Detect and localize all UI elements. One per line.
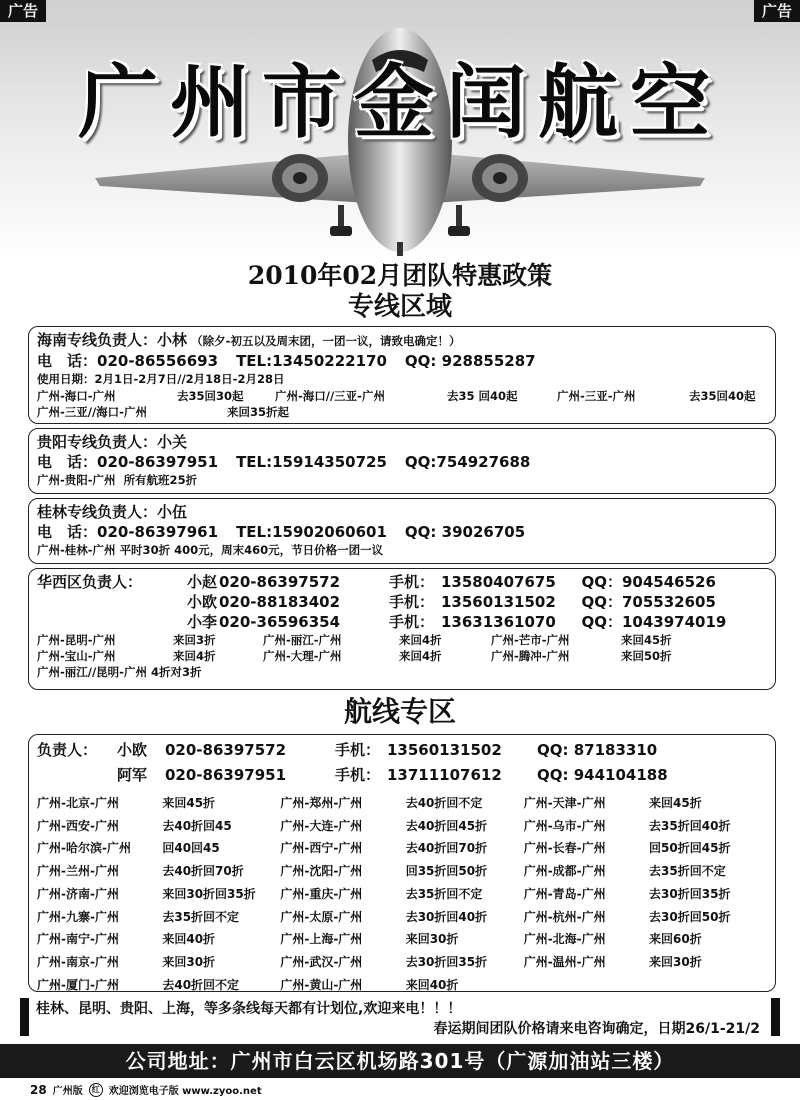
guiyang-head-name: 小关: [157, 433, 188, 451]
zone-contact-name: 阿军: [117, 766, 148, 784]
route-price: 来回60折: [649, 932, 702, 947]
zone-contact-name: 小欧: [117, 741, 148, 759]
zone-contact-mobile-label: 手机：: [335, 741, 381, 759]
route-price: [649, 974, 767, 997]
route-name: 广州-厦门-广州: [37, 977, 119, 992]
guiyang-head-label: 贵阳专线负责人：: [37, 433, 158, 451]
route-name: 广州-哈尔滨-广州: [37, 841, 131, 856]
route-price: 去30折回40折: [405, 909, 488, 924]
route-price: 去35折回40折: [649, 818, 731, 833]
guiyang-phone: 020-86397951: [97, 453, 219, 471]
notice-line-1: 桂林、昆明、贵阳、上海，等多条线每天都有计划位,欢迎来电！！！: [36, 1001, 462, 1017]
zone-head-label: 负责人：: [37, 741, 98, 759]
route-price: 去40折回70折: [405, 841, 488, 856]
route-price: 去35折回不定: [649, 864, 726, 879]
route-price: 来回30折: [162, 954, 216, 969]
route-price: 来回45折: [162, 796, 216, 810]
bracket-right: [771, 998, 780, 1036]
route-name: 广州-武汉-广州: [280, 954, 363, 969]
ad-tag-right: 广告: [754, 0, 800, 22]
route-name: 广州-西安-广州: [37, 818, 119, 833]
hainan-box: [28, 326, 776, 424]
west-price: 来回4折: [399, 649, 442, 663]
west-contact-phone: 020-88183402: [219, 593, 341, 611]
west-contact-phone: 020-36596354: [219, 613, 341, 631]
west-route: 广州-腾冲-广州: [491, 649, 570, 663]
hainan-note: （除夕-初五以及周末团，一团一议，请致电确定！）: [191, 334, 461, 348]
route-price: 去40折回70折: [162, 864, 244, 879]
route-name: 广州-青岛-广州: [523, 886, 606, 901]
route-name: 广州-南京-广州: [37, 954, 119, 969]
west-route: 广州-丽江-广州: [263, 633, 342, 647]
west-price: 来回50折: [621, 649, 672, 663]
hainan-price-1: 去35回30起: [177, 389, 244, 403]
hainan-price-4: 来回35折起: [227, 405, 290, 419]
route-name: 广州-北京-广州: [37, 796, 119, 810]
table-row: [37, 951, 767, 974]
table-row: [37, 928, 767, 951]
route-name: 广州-天津-广州: [523, 796, 606, 810]
routes-zone-box: [28, 734, 776, 992]
route-price: 来回30折: [649, 954, 702, 969]
route-price: 来回30折回35折: [162, 886, 256, 901]
west-contact-qq: QQ：705532605: [581, 593, 716, 611]
table-row: [37, 837, 767, 860]
guilin-head-name: 小伍: [157, 503, 188, 521]
hainan-head-label: 海南专线负责人：: [37, 331, 158, 349]
guilin-head-label: 桂林专线负责人：: [37, 503, 158, 521]
zone-contact-mobile-label: 手机：: [335, 766, 381, 784]
west-price: 来回4折: [399, 633, 442, 647]
west-contact-qq: QQ：904546526: [581, 573, 716, 591]
route-name: 广州-济南-广州: [37, 886, 119, 901]
route-name: 广州-成都-广州: [523, 864, 606, 879]
guiyang-box: [28, 428, 776, 494]
west-price: 来回3折: [173, 633, 216, 647]
west-box: [28, 568, 776, 690]
table-row: [37, 792, 767, 815]
route-name: 广州-九寨-广州: [37, 909, 119, 924]
main-title: 广州市金闰航空: [78, 56, 722, 149]
west-contact-name: 小赵: [187, 573, 218, 591]
west-contact-phone: 020-86397572: [219, 573, 341, 591]
route-price: 来回40折: [162, 932, 216, 947]
guilin-box: [28, 498, 776, 564]
guilin-phone: 020-86397961: [97, 523, 219, 541]
ad-tag-left: 广告: [0, 0, 46, 22]
west-contact-mobile: 13580407675: [441, 573, 556, 591]
route-name: 广州-西宁-广州: [280, 841, 363, 856]
hainan-route-2: 广州-海口//三亚-广州: [275, 389, 385, 403]
route-name: 广州-杭州-广州: [523, 909, 606, 924]
hainan-head-name: 小林: [157, 331, 188, 349]
page-footer: [30, 1082, 262, 1097]
zone-contact-qq: QQ: 944104188: [537, 766, 668, 784]
west-route-row: [37, 648, 767, 664]
route-name: 广州-大连-广州: [280, 818, 363, 833]
hainan-phone-label: 电 话：: [37, 352, 98, 370]
route-name: 广州-兰州-广州: [37, 864, 119, 879]
logo-icon: 红: [89, 1083, 103, 1097]
route-name: [524, 974, 649, 997]
table-row: [37, 974, 767, 997]
route-name: 广州-南宁-广州: [37, 932, 119, 947]
west-contact-mobile: 13631361070: [441, 613, 556, 631]
table-row: [37, 815, 767, 838]
edition-label: 广州版: [52, 1086, 83, 1097]
notice-banner: [20, 996, 780, 1040]
bracket-left: [20, 998, 29, 1036]
table-row: [37, 906, 767, 929]
guiyang-qq: QQ:754927688: [404, 453, 531, 471]
guiyang-phone-label: 电 话：: [37, 453, 98, 471]
route-price: 去40折回45: [162, 818, 232, 833]
west-contact-mobile-label: 手机：: [389, 613, 435, 631]
route-price: 去35折回不定: [405, 886, 483, 901]
west-head-label: 华西区负责人：: [37, 573, 143, 591]
guilin-qq: QQ: 39026705: [404, 523, 526, 541]
guilin-route: 广州-桂林-广州: [37, 543, 116, 557]
west-route: 广州-昆明-广州: [37, 633, 116, 647]
route-name: 广州-上海-广州: [280, 932, 363, 947]
west-price: 来回45折: [621, 633, 672, 647]
footer-text: 欢迎浏览电子版 www.zyoo.net: [108, 1086, 262, 1097]
hainan-dates: 使用日期：2月1日-2月7日//2月18日-2月28日: [37, 372, 285, 386]
page-number: 28: [30, 1082, 47, 1097]
section-title: 专线区域: [347, 292, 452, 322]
route-name: 广州-北海-广州: [523, 932, 606, 947]
zone-contact-phone: 020-86397572: [165, 741, 287, 759]
west-price: 来回4折: [173, 649, 216, 663]
guiyang-route-note: 所有航班25折: [123, 473, 198, 487]
route-name: 广州-温州-广州: [523, 954, 606, 969]
route-price: 回40回45: [162, 841, 220, 856]
route-price: 去30折回35折: [649, 886, 731, 901]
hainan-route-1: 广州-海口-广州: [37, 389, 116, 403]
west-contact-name: 小李: [187, 613, 218, 631]
route-price: 去35折回不定: [162, 909, 240, 924]
table-row: [37, 883, 767, 906]
hainan-phone: 020-86556693: [97, 352, 219, 370]
west-contact-mobile-label: 手机：: [389, 573, 435, 591]
route-price: 去30折回50折: [649, 909, 731, 924]
route-name: 广州-郑州-广州: [280, 796, 363, 810]
route-table: [37, 792, 767, 996]
guilin-tel: TEL:15902060601: [236, 523, 387, 541]
route-price: 去40折回45折: [405, 818, 488, 833]
route-price: 来回40折: [405, 977, 459, 992]
west-last-route: 广州-丽江//昆明-广州 4折对3折: [37, 665, 202, 679]
hainan-price-2: 去35 回40起: [447, 389, 518, 403]
hainan-route-3: 广州-三亚-广州: [557, 389, 636, 403]
route-price: 回35折回50折: [405, 864, 488, 879]
west-contact-mobile: 13560131502: [441, 593, 556, 611]
zone-title: 航线专区: [343, 695, 456, 728]
zone-contact-qq: QQ: 87183310: [537, 741, 658, 759]
west-contact-qq: QQ：1043974019: [581, 613, 727, 631]
route-price: 去40折回不定: [162, 977, 240, 992]
west-route: 广州-大理-广州: [263, 649, 342, 663]
guiyang-route: 广州-贵阳-广州: [37, 473, 116, 487]
notice-line-2: 春运期间团队价格请来电咨询确定，日期26/1-21/2: [433, 1021, 760, 1037]
route-name: 广州-黄山-广州: [280, 977, 363, 992]
west-route-row: [37, 632, 767, 648]
route-price: 回50折回45折: [649, 841, 731, 856]
address-bar: 公司地址：广州市白云区机场路301号（广源加油站三楼）: [0, 1044, 800, 1078]
hainan-price-3: 去35回40起: [689, 389, 756, 403]
hainan-tel: TEL:13450222170: [236, 352, 387, 370]
guilin-phone-label: 电 话：: [37, 523, 98, 541]
hainan-qq: QQ: 928855287: [404, 352, 536, 370]
policy-title: 2010年02月团队特惠政策: [247, 261, 553, 290]
route-name: 广州-太原-广州: [280, 909, 363, 924]
zone-contact-phone: 020-86397951: [165, 766, 287, 784]
route-price: 来回45折: [649, 796, 702, 810]
route-price: 去40折回不定: [405, 796, 483, 810]
west-route: 广州-芒市-广州: [491, 633, 570, 647]
zone-contact-mobile: 13560131502: [387, 741, 502, 759]
west-route: 广州-宝山-广州: [37, 649, 116, 663]
hainan-route-4: 广州-三亚//海口-广州: [37, 405, 147, 419]
west-contact-mobile-label: 手机：: [389, 593, 435, 611]
route-name: 广州-乌市-广州: [523, 818, 606, 833]
hero-banner: [0, 0, 800, 258]
route-price: 来回30折: [405, 932, 459, 947]
west-contact-name: 小欧: [187, 593, 218, 611]
route-name: 广州-沈阳-广州: [280, 864, 363, 879]
zone-contact-mobile: 13711107612: [387, 766, 502, 784]
guiyang-tel: TEL:15914350725: [236, 453, 387, 471]
table-row: [37, 860, 767, 883]
route-name: 广州-重庆-广州: [280, 886, 363, 901]
route-name: 广州-长春-广州: [523, 841, 606, 856]
route-price: 去30折回35折: [405, 954, 488, 969]
guilin-route-note: 平时30折 400元，周末460元，节日价格一团一议: [119, 543, 384, 557]
